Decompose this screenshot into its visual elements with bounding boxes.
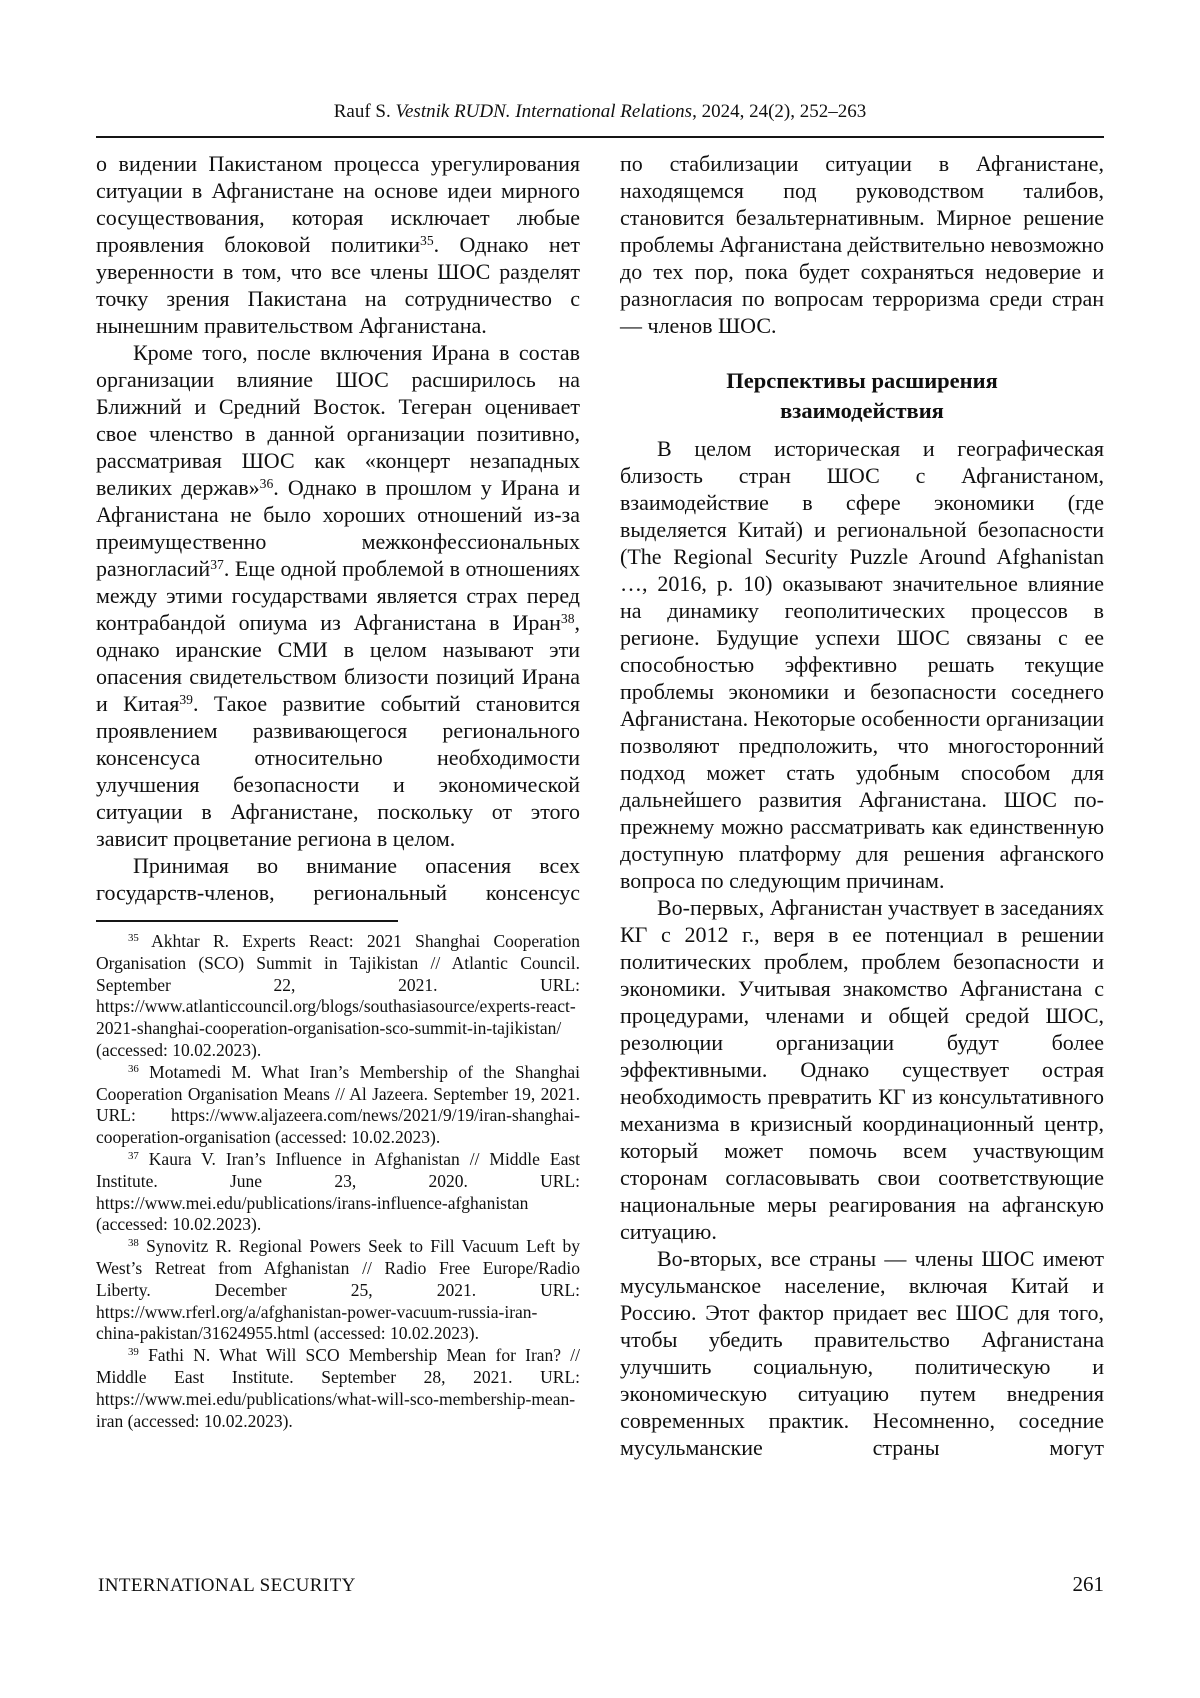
paragraph-secondly: Во-вторых, все страны — члены ШОС имеют мусульманское население, включая Китай и Россию. Этот фактор придает вес ШОС для того, чтобы убедить правительство Афганистана улучшить социальную, политическую и экономическую ситуацию путем внедрения современных практик. Несомненно, соседние мусульманские страны могут: [620, 1246, 1104, 1460]
footnote-block: [96, 920, 580, 1432]
left-column: [96, 150, 580, 1461]
running-header: [96, 101, 1104, 123]
right-column: [620, 150, 1104, 1461]
paragraph-text: . Еще одной проблемой в отношениях между этими государствами является страх перед контрабандой опиума из Афганистана в Иран: [96, 556, 580, 635]
footnote-ref-35: 35: [420, 232, 434, 248]
header-author: Rauf S.: [333, 101, 396, 122]
paragraph-taking-into-account: Принимая во внимание опасения всех государств-членов, региональный консенсус: [96, 853, 580, 905]
footnote-35: [96, 931, 580, 1062]
page-footer: [98, 1572, 1104, 1597]
footnote-text: Motamedi M. What Iran’s Membership of the Shanghai Cooperation Organisation Means // Al Jazeera. September 19, 2021. URL: https://www.aljazeera.com/news/2021/9/19/iran-shanghai-cooperation-organisation (accessed: 10.02.2023).: [96, 1061, 580, 1148]
footnote-text: Fathi N. What Will SCO Membership Mean for Iran? // Middle East Institute. September 28, 2021. URL: https://www.mei.edu/publications/what-will-sco-membership-mean-iran (accessed: 10.02.2023).: [96, 1345, 581, 1431]
paragraph-text: . Однако нет уверенности в том, что все члены ШОС разделят точку зрения Пакистана на сотрудничество с нынешним правительством Афганистана.: [96, 232, 580, 338]
footnote-ref-36: 36: [259, 475, 274, 491]
footnote-text: Kaura V. Iran’s Influence in Afghanistan // Middle East Institute. June 23, 2020. URL: https://www.mei.edu/publications/irans-influence-afghanistan (accessed: 10.02.2023).: [96, 1148, 581, 1235]
paragraph-pakistan-vision: [96, 150, 580, 339]
page-number: 261: [1072, 1572, 1104, 1596]
paragraph-firstly: Во-первых, Афганистан участвует в заседаниях КГ с 2012 г., веря в ее потенциал в решении политических проблем, проблем безопасности и экономики. Учитывая знакомство Афганистана с процедурами, членами и общей средой ШОС, резолюции организации будут более эффективными. Однако существует острая необходимость превратить КГ из консультативного механизма в кризисный координационный центр, который может помочь всем участвующим сторонам согласовывать свои соответствующие национальные меры реагирования на афганскую ситуацию.: [620, 895, 1104, 1244]
footnote-ref-39: 39: [179, 691, 193, 707]
running-title: INTERNATIONAL SECURITY: [98, 1575, 356, 1596]
paragraph-stabilization: по стабилизации ситуации в Афганистане, находящемся под руководством талибов, становится безальтернативным. Мирное решение проблемы Афганистана действительно невозможно до тех пор, пока будет сохраняться недоверие и разногласия по вопросам терроризма среди стран — членов ШОС.: [620, 151, 1104, 338]
footnote-text: Synovitz R. Regional Powers Seek to Fill Vacuum Left by West’s Retreat from Afghanistan // Radio Free Europe/Radio Liberty. December 25, 2021. URL: https://www.rferl.org/a/afghanistan-power-vacuum-russia-iran-china-pakistan/31624955.html (accessed: 10.02.2023).: [96, 1236, 581, 1344]
footnote-marker: 35: [128, 932, 139, 945]
footnote-rule: [96, 920, 398, 922]
footnote-39: [96, 1345, 580, 1432]
footnote-ref-37: 37: [210, 556, 224, 572]
footnote-text: Akhtar R. Experts React: 2021 Shanghai Cooperation Organisation (SCO) Summit in Tajikistan // Atlantic Council. September 22, 2021. URL: https://www.atlanticcouncil.org/blogs/southasiasource/experts-react-2021-shanghai-cooperation-organisation-sco-summit-in-tajikistan/ (accessed: 10.02.2023).: [96, 931, 580, 1060]
paragraph-text: о видении Пакистаном процесса урегулирования ситуации в Афганистане на основе идеи мирного сосуществования, которая исключает любые проявления блоковой политики: [96, 151, 580, 257]
paragraph-iran-accession: [96, 339, 580, 852]
header-journal-title: Vestnik RUDN. International Relations: [395, 101, 693, 122]
footnote-marker: 38: [128, 1237, 139, 1250]
header-rule: [96, 136, 1104, 138]
paragraph-text: Кроме того, после включения Ирана в состав организации влияние ШОС расширилось на Ближний и Средний Восток. Тегеран оценивает свое членство в данной организации позитивно, рассматривая ШОС как «концерт незападных великих держав»: [96, 340, 580, 500]
paragraph-text: , однако иранские СМИ в целом называют эти опасения свидетельством близости позиций Ирана и Китая: [96, 610, 580, 716]
paragraph-text: . Такое развитие событий становится проявлением развивающегося регионального консенсуса относительно необходимости улучшения безопасности и экономической ситуации в Афганистане, поскольку от этого зависит процветание региона в целом.: [96, 691, 580, 851]
footnote-marker: 37: [128, 1150, 139, 1163]
header-issue-info: , 2024, 24(2), 252–263: [692, 101, 867, 122]
section-heading: Перспективы расширения взаимодействия: [726, 368, 998, 423]
footnote-38: [96, 1236, 580, 1345]
footnote-marker: 39: [128, 1346, 139, 1359]
paragraph-text: . Однако в прошлом у Ирана и Афганистана не было хороших отношений из-за преимущественно межконфессиональных разногласий: [96, 475, 580, 581]
footnote-marker: 36: [128, 1062, 139, 1075]
footnote-ref-38: 38: [560, 610, 575, 626]
footnote-37: [96, 1149, 580, 1236]
article-body: [96, 150, 1104, 1461]
footnote-36: [96, 1062, 580, 1149]
paragraph-overview: В целом историческая и географическая близость стран ШОС с Афганистаном, взаимодействие в сфере экономики (где выделяется Китай) и региональной безопасности (The Regional Security Puzzle Around Afghanistan …, 2016, p. 10) оказывают значительное влияние на динамику геополитических процессов в регионе. Будущие успехи ШОС связаны с ее способностью эффективно решать текущие проблемы экономики и безопасности соседнего Афганистана. Некоторые особенности организации позволяют предположить, что многосторонний подход может стать удобным способом для дальнейшего развития Афганистана. ШОС по-прежнему можно рассматривать как единственную доступную платформу для решения афганского вопроса по следующим причинам.: [620, 436, 1104, 893]
